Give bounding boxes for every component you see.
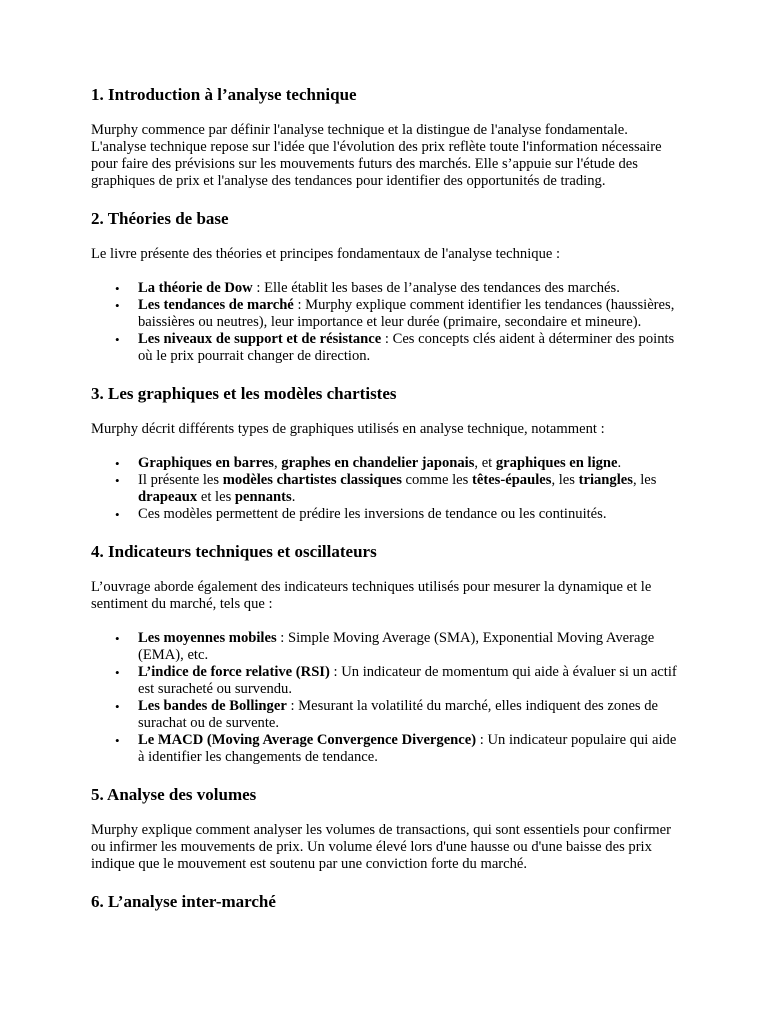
list-item xyxy=(138,455,681,472)
list-item-text: : Mesurant la volatilité du marché, elles indiquent des zones de surachat ou de survente. xyxy=(138,698,659,731)
list-item xyxy=(138,331,681,365)
list-item-text: : Un indicateur populaire qui aide à identifier les changements de tendance. xyxy=(138,732,677,765)
list-item xyxy=(138,698,681,732)
list-item-text: . xyxy=(617,455,622,471)
section-4-list xyxy=(91,630,681,766)
list-item xyxy=(138,732,681,766)
list-item-term: graphes en chandelier japonais xyxy=(281,455,475,471)
list-item-term: Les moyennes mobiles xyxy=(138,630,277,646)
list-item-term: Graphiques en barres xyxy=(138,455,274,471)
section-3-list xyxy=(91,455,681,523)
list-item xyxy=(138,280,681,297)
list-item-term: Les niveaux de support et de résistance xyxy=(138,331,382,347)
section-1-heading: 1. Introduction à l’analyse technique xyxy=(91,85,357,104)
section-2-heading: 2. Théories de base xyxy=(91,209,229,228)
list-item-term: pennants xyxy=(234,489,292,505)
section-3-heading: 3. Les graphiques et les modèles chartistes xyxy=(91,384,397,403)
list-item-text: . xyxy=(291,489,296,505)
list-item-text: et les xyxy=(197,489,235,505)
list-item-text: , les xyxy=(551,472,579,488)
list-item xyxy=(138,630,681,664)
section-5-paragraph: Murphy explique comment analyser les volumes de transactions, qui sont essentiels pour confirmer ou infirmer les mouvements de prix. Un volume élevé lors d'une hausse ou d'une baisse des prix indique que le mouvement est soutenu par une conviction forte du marché. xyxy=(91,822,671,872)
list-item-text: : Elle établit les bases de l’analyse des tendances des marchés. xyxy=(252,280,620,296)
list-item-text: Ces modèles permettent de prédire les inversions de tendance ou les continuités. xyxy=(138,506,607,522)
list-item xyxy=(138,506,681,523)
list-item-term: Les tendances de marché xyxy=(138,297,294,313)
document-page xyxy=(91,84,681,913)
section-3-paragraph: Murphy décrit différents types de graphiques utilisés en analyse technique, notamment : xyxy=(91,421,605,437)
list-item-text: , les xyxy=(632,472,657,488)
list-item-text: , xyxy=(273,455,282,471)
section-6-heading: 6. L’analyse inter-marché xyxy=(91,892,276,911)
list-item-text: : Ces concepts clés aident à déterminer des points où le prix pourrait changer de direction. xyxy=(138,331,675,364)
list-item-text: : Un indicateur de momentum qui aide à évaluer si un actif est suracheté ou survendu. xyxy=(138,664,677,697)
section-5-heading: 5. Analyse des volumes xyxy=(91,785,257,804)
list-item-term: modèles chartistes classiques xyxy=(222,472,402,488)
list-item-term: Le MACD (Moving Average Convergence Divergence) xyxy=(138,732,477,748)
list-item xyxy=(138,472,681,506)
list-item-term: triangles xyxy=(578,472,633,488)
list-item-text: Il présente les xyxy=(138,472,223,488)
list-item-term: drapeaux xyxy=(138,489,198,505)
list-item-term: La théorie de Dow xyxy=(138,280,253,296)
list-item-term: L’indice de force relative (RSI) xyxy=(138,664,330,680)
list-item-text: : Murphy explique comment identifier les tendances (haussières, baissières ou neutres), leur importance et leur durée (primaire, secondaire et mineure). xyxy=(138,297,675,330)
section-1-paragraph: Murphy commence par définir l'analyse technique et la distingue de l'analyse fondamentale. L'analyse technique repose sur l'idée que l'évolution des prix reflète toute l'information nécessaire pour faire des prévisions sur les mouvements futurs des marchés. Elle s’appuie sur l'étude des graphiques de prix et l'analyse des tendances pour identifier des opportunités de trading. xyxy=(91,122,662,189)
list-item-term: graphiques en ligne xyxy=(495,455,618,471)
list-item-text: : Simple Moving Average (SMA), Exponential Moving Average (EMA), etc. xyxy=(138,630,655,663)
section-4-heading: 4. Indicateurs techniques et oscillateurs xyxy=(91,542,377,561)
list-item xyxy=(138,664,681,698)
section-2-paragraph: Le livre présente des théories et principes fondamentaux de l'analyse technique : xyxy=(91,246,561,262)
section-2-list xyxy=(91,280,681,365)
list-item-term: Les bandes de Bollinger xyxy=(138,698,287,714)
section-4-paragraph: L’ouvrage aborde également des indicateurs techniques utilisés pour mesurer la dynamique et le sentiment du marché, tels que : xyxy=(91,579,652,612)
list-item-text: comme les xyxy=(401,472,472,488)
list-item xyxy=(138,297,681,331)
list-item-term: têtes-épaules xyxy=(472,472,552,488)
list-item-text: , et xyxy=(474,455,496,471)
